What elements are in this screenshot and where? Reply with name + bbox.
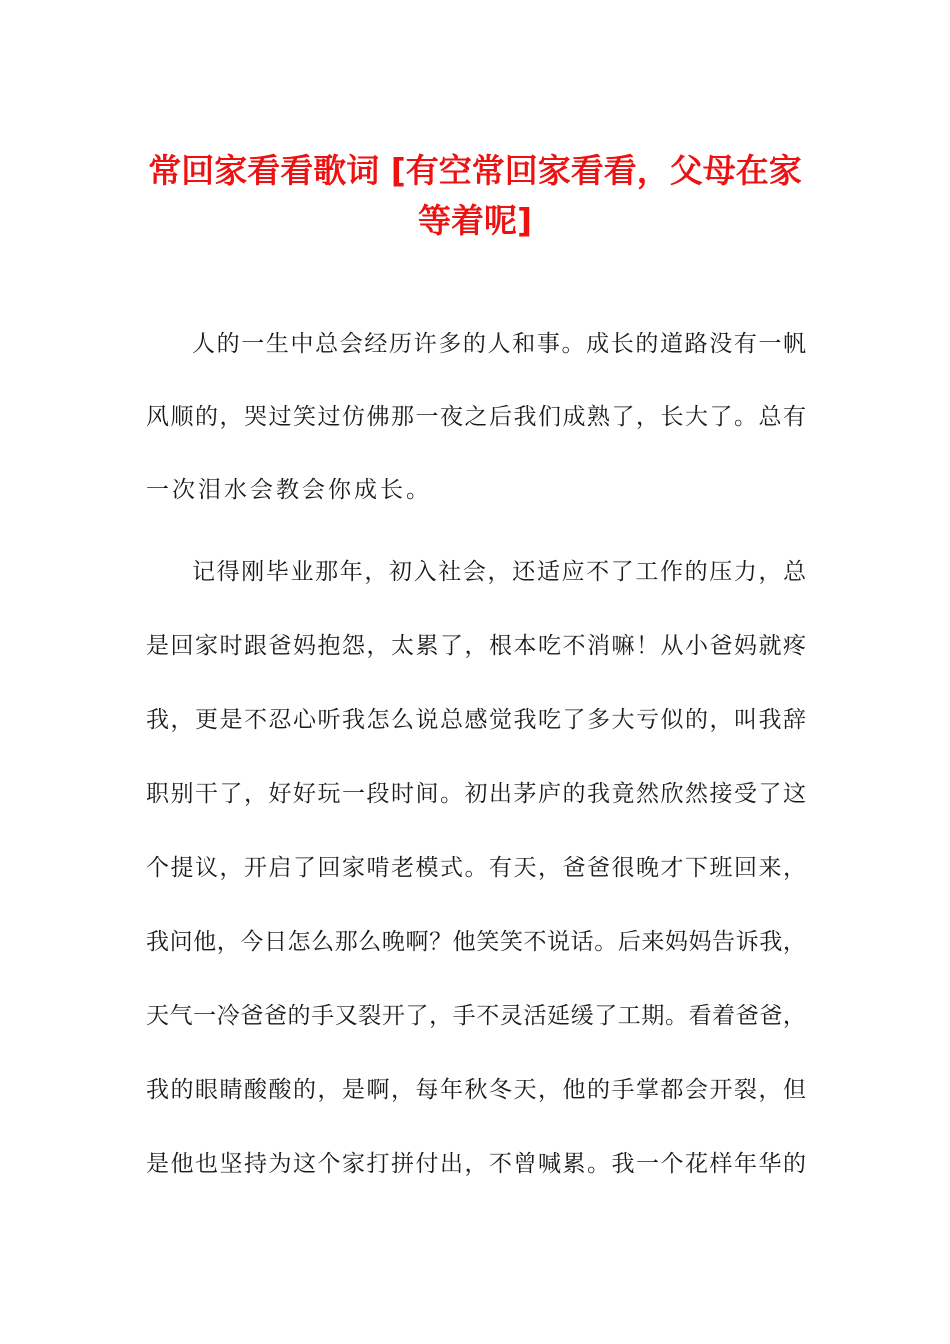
text-line: 我，更是不忍心听我怎么说总感觉我吃了多大亏似的，叫我辞 xyxy=(146,707,808,733)
text-line: 我的眼睛酸酸的，是啊，每年秋冬天，他的手掌都会开裂，但 xyxy=(146,1077,808,1103)
text-line: 是他也坚持为这个家打拼付出，不曾喊累。我一个花样年华的 xyxy=(146,1151,808,1177)
text-line: 职别干了，好好玩一段时间。初出茅庐的我竟然欣然接受了这 xyxy=(146,781,808,807)
text-line: 天气一冷爸爸的手又裂开了，手不灵活延缓了工期。看着爸爸， xyxy=(146,1003,807,1029)
text-line: 记得刚毕业那年，初入社会，还适应不了工作的压力，总 xyxy=(192,559,808,585)
text-line: 一次泪水会教会你成长。 xyxy=(146,477,432,503)
text-line: 人的一生中总会经历许多的人和事。成长的道路没有一帆 xyxy=(192,331,808,357)
text-line: 是回家时跟爸妈抱怨，太累了，根本吃不消嘛！从小爸妈就疼 xyxy=(146,633,808,659)
title-line-1: 常回家看看歌词 [有空常回家看看，父母在家 xyxy=(148,151,802,190)
document-title xyxy=(120,146,830,246)
text-line: 我问他，今日怎么那么晚啊？他笑笑不说话。后来妈妈告诉我， xyxy=(146,929,807,955)
text-line: 个提议，开启了回家啃老模式。有天，爸爸很晚才下班回来， xyxy=(146,855,808,881)
text-line: 风顺的，哭过笑过仿佛那一夜之后我们成熟了，长大了。总有 xyxy=(146,404,808,430)
title-line-2: 等着呢] xyxy=(417,201,533,240)
